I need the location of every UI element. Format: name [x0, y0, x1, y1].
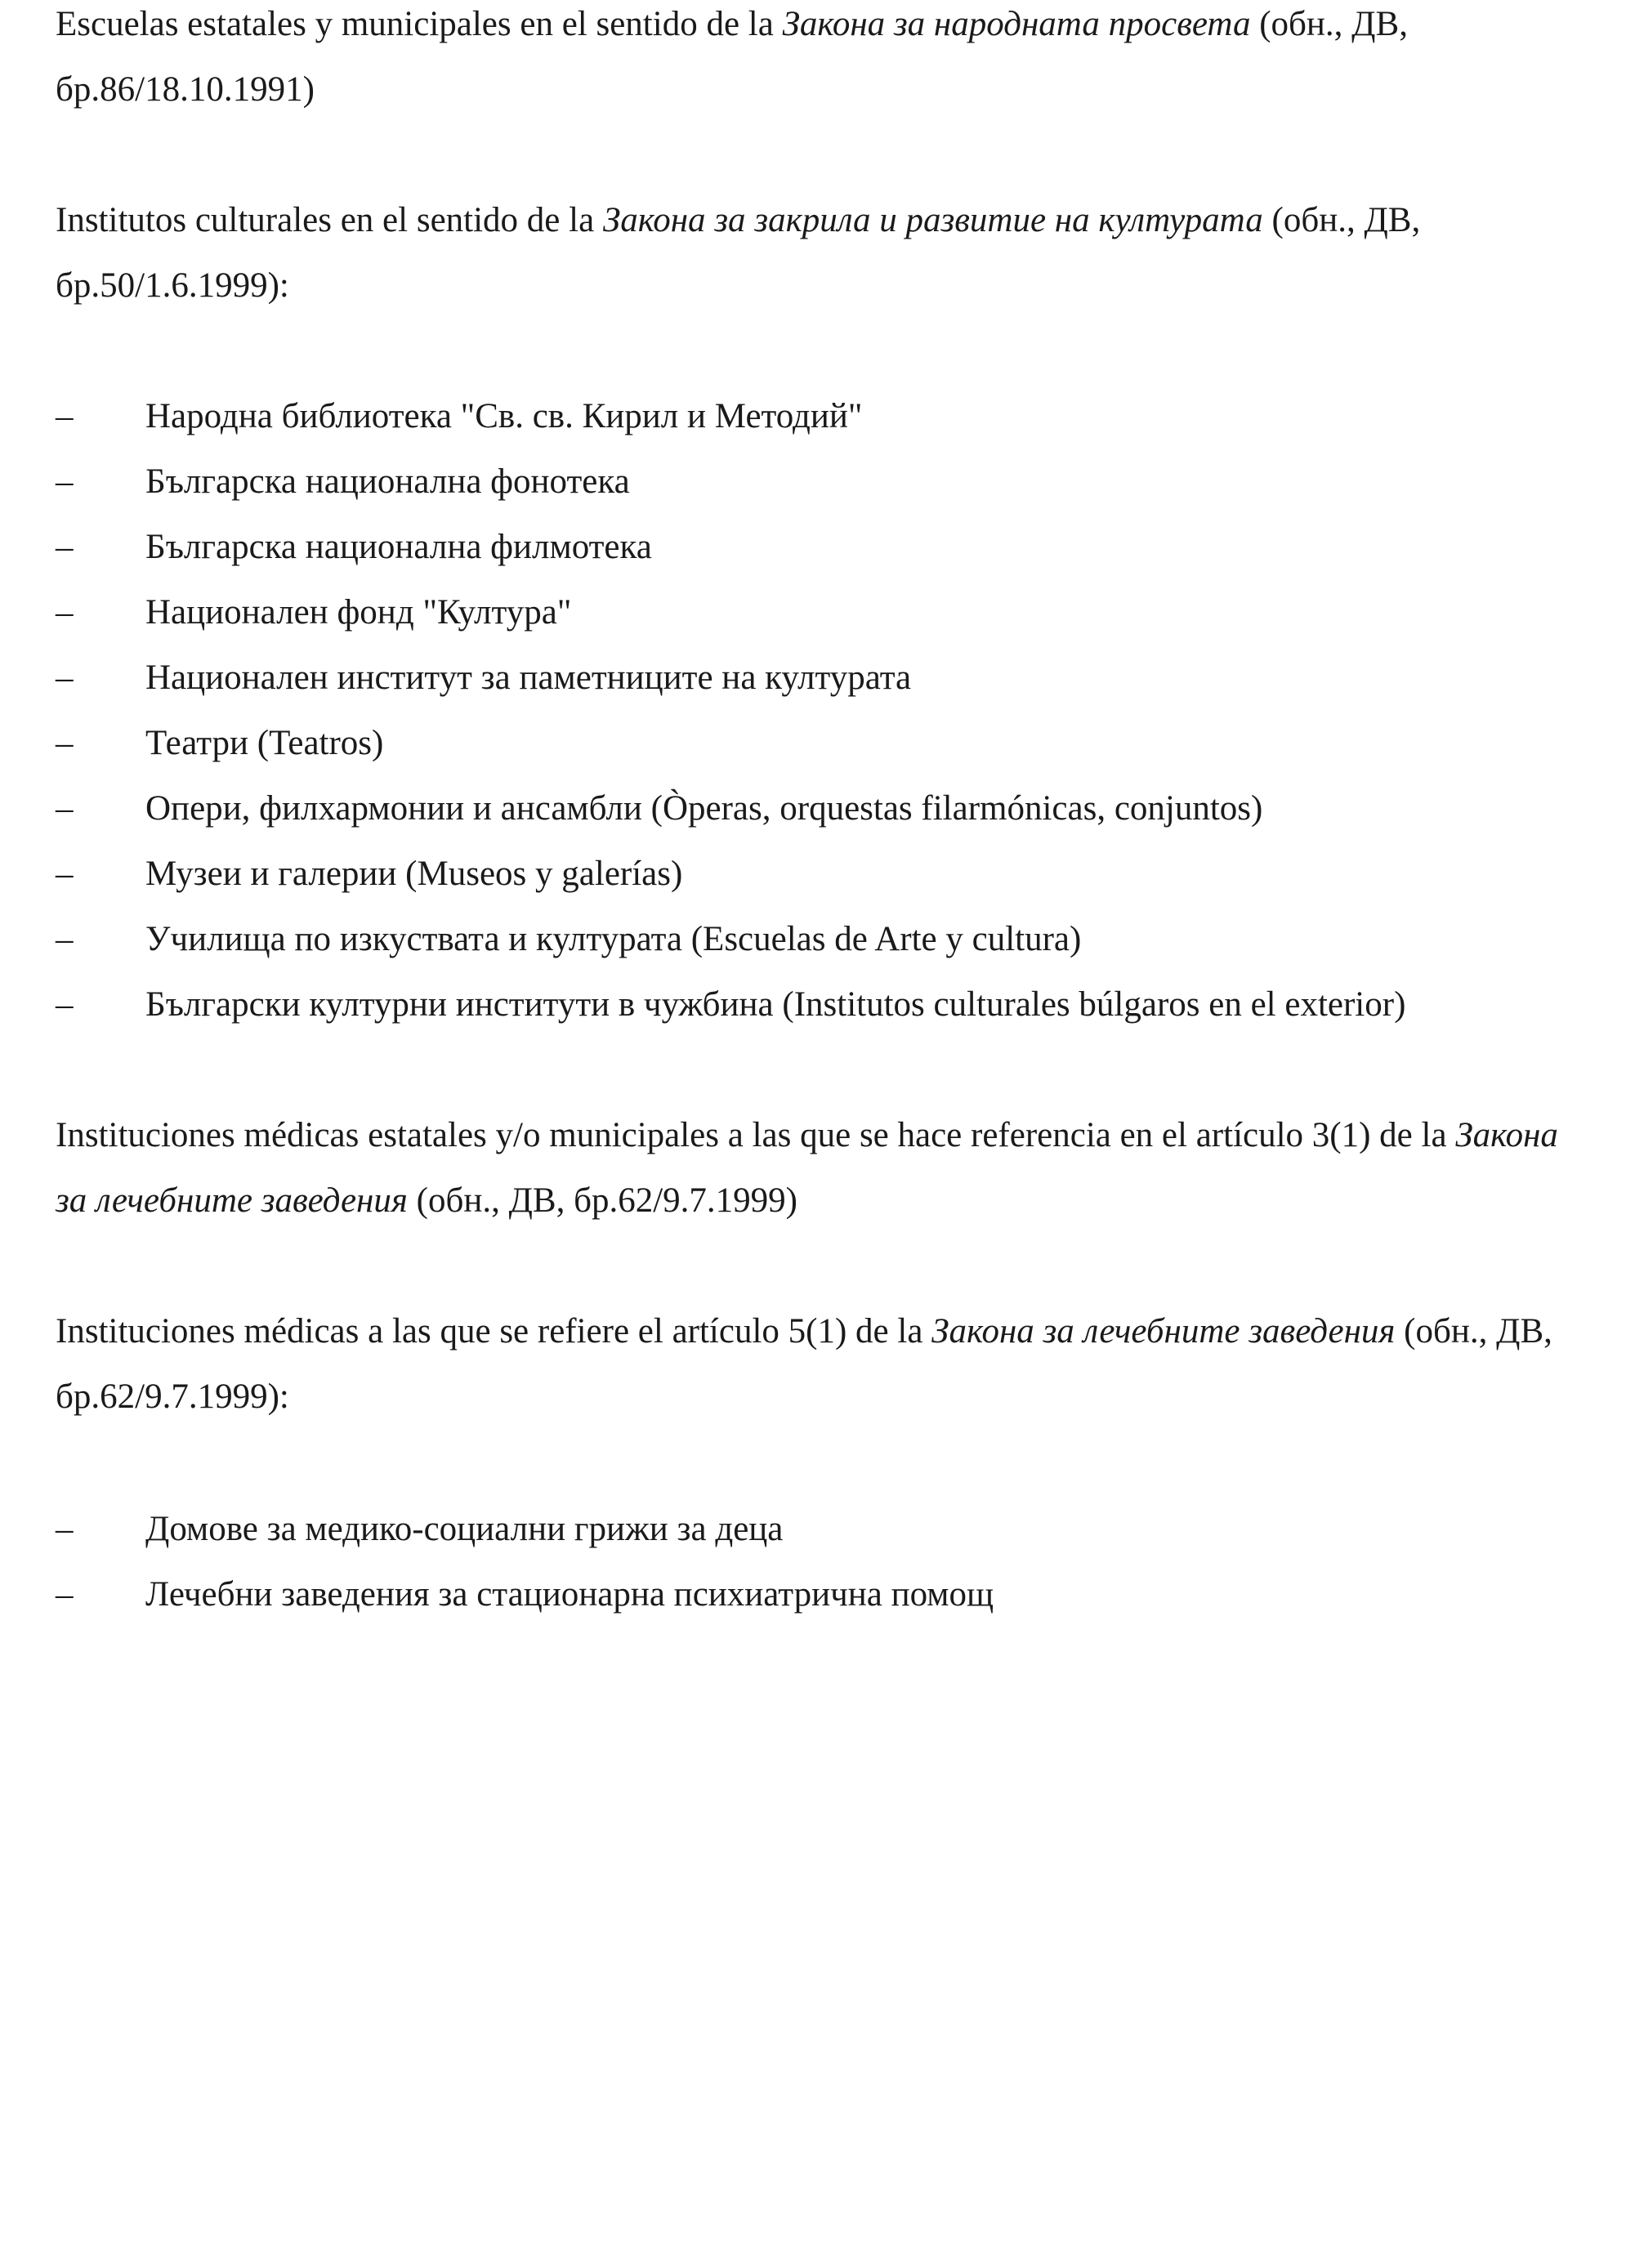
list-item — [56, 907, 1575, 972]
law-title: Закона за лечебните заведения — [56, 1116, 1558, 1220]
dash-bullet: – — [56, 920, 74, 958]
dash-bullet: – — [56, 659, 74, 697]
list-item-text: Народна библиотека "Св. св. Кирил и Методий" — [145, 397, 863, 435]
dash-bullet: – — [56, 1510, 74, 1548]
list-item — [56, 776, 1575, 842]
list-item-text: Домове за медико-социални грижи за деца — [145, 1510, 784, 1548]
list-item — [56, 1562, 1575, 1627]
law-title: Закона за народната просвета — [782, 5, 1251, 43]
dash-bullet: – — [56, 985, 74, 1024]
dash-bullet: – — [56, 397, 74, 435]
dash-bullet: – — [56, 855, 74, 893]
paragraph-medical-institutions-art5 — [56, 1299, 1575, 1430]
paragraph-text: (обн., ДВ, бр.62/9.7.1999): — [56, 1312, 1552, 1416]
paragraph-text: (обн., ДВ, бр.86/18.10.1991) — [56, 5, 1408, 109]
list-item-text: Училища по изкуствата и културата (Escuelas de Arte y cultura) — [145, 920, 1082, 958]
list-item-text: Лечебни заведения за стационарна психиатрична помощ — [145, 1575, 994, 1614]
list-item-text: Опери, филхармонии и ансамбли (Òperas, orquestas filarmónicas, conjuntos) — [145, 789, 1263, 828]
law-title: Закона за лечебните заведения — [931, 1312, 1396, 1351]
paragraph-text: Escuelas estatales y municipales en el sentido de la — [56, 5, 783, 43]
list-item — [56, 449, 1575, 515]
paragraph-text: (обн., ДВ, бр.62/9.7.1999) — [407, 1181, 798, 1220]
paragraph-medical-institutions-art3 — [56, 1103, 1575, 1234]
law-title: Закона за закрила и развитие на културата — [602, 201, 1263, 239]
list-item — [56, 711, 1575, 776]
dash-bullet: – — [56, 593, 74, 632]
paragraph-text: Instituciones médicas estatales y/o municipales a las que se hace referencia en el artículo 3(1) de la — [56, 1116, 1456, 1154]
list-item-text: Български културни институти в чужбина (Institutos culturales búlgaros en el exterior) — [145, 985, 1406, 1024]
list-item — [56, 580, 1575, 645]
list-item — [56, 842, 1575, 907]
paragraph-text: Institutos culturales en el sentido de la — [56, 201, 603, 239]
dash-bullet: – — [56, 528, 74, 566]
paragraph-state-schools — [56, 0, 1575, 123]
list-item — [56, 972, 1575, 1038]
list-item-text: Национален фонд "Култура" — [145, 593, 572, 632]
list-item-text: Музеи и галерии (Museos y galerías) — [145, 855, 683, 893]
paragraph-text: Instituciones médicas a las que se refiere el artículo 5(1) de la — [56, 1312, 932, 1351]
list-item — [56, 645, 1575, 711]
medical-institutions-list — [56, 1497, 1575, 1627]
list-item-text: Българска национална филмотека — [145, 528, 652, 566]
dash-bullet: – — [56, 724, 74, 762]
paragraph-text: (обн., ДВ, бр.50/1.6.1999): — [56, 201, 1421, 305]
list-item — [56, 1497, 1575, 1562]
list-item-text: Национален институт за паметниците на културата — [145, 659, 912, 697]
paragraph-cultural-institutes — [56, 188, 1575, 319]
list-item — [56, 515, 1575, 580]
dash-bullet: – — [56, 1575, 74, 1614]
dash-bullet: – — [56, 789, 74, 828]
list-item — [56, 384, 1575, 449]
list-item-text: Българска национална фонотека — [145, 462, 630, 501]
cultural-institutes-list — [56, 384, 1575, 1038]
list-item-text: Театри (Teatros) — [145, 724, 384, 762]
dash-bullet: – — [56, 462, 74, 501]
